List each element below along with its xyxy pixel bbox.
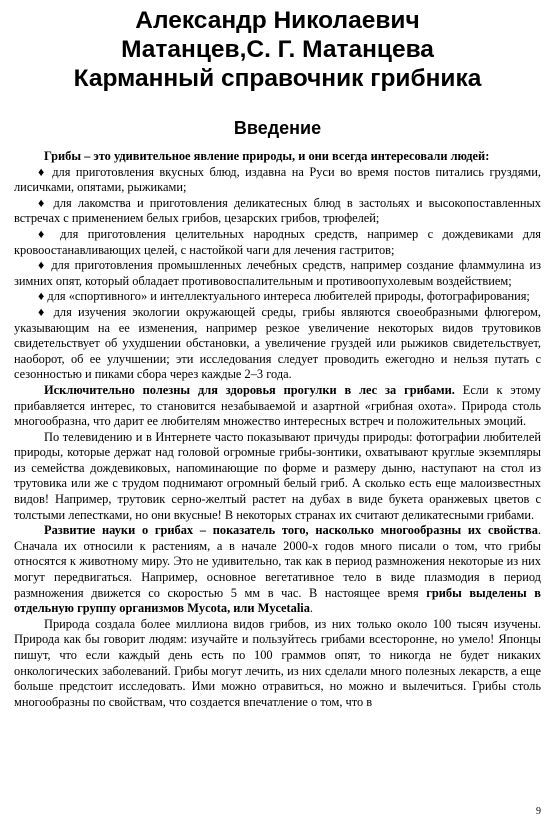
body-text bbox=[14, 149, 541, 710]
author-line-1: Александр Николаевич bbox=[135, 7, 420, 34]
paragraph-science-lead: Развитие науки о грибах – показатель того, насколько многообразны их свойства bbox=[44, 523, 538, 538]
bullet-item-3: ♦ для приготовления целительных народных средств, например с дождевиками для кровоостанавливающих целей, с настойкой чаги для лечения гастритов; bbox=[14, 226, 541, 257]
bullet-item-5: ♦ для «спортивного» и интеллектуального интереса любителей природы, фотографирования; bbox=[38, 289, 530, 304]
paragraph-science-text: . Сначала их относили к растениям, а в начале 2000-х годов много писали о том, что грибы относятся к животному миру. Это не удивительно, так как в период размножения некоторые из них могут передвигаться. Например, основное вегетативное тело в виде плазмодия в период размножения движется со скоростью 5 мм в час. В настоящее время bbox=[14, 523, 541, 600]
paragraph-science bbox=[14, 523, 541, 617]
bullet-item-6: ♦ для изучения экологии окружающей среды, грибы являются своеобразными флюгером, указывающим на ее изменения, например резкое увеличение некоторых видов трутовиков свидетельствует об ухудшении обстановки, а увеличение груздей или рыжиков свидетельствует, наоборот, об ее улучшении; эти исследования следует проводить ежегодно и нельзя путать с сезонностью и пиками сбора через каждые 2–3 года. bbox=[14, 304, 541, 382]
author-line-2: Матанцев,С. Г. Матанцева bbox=[121, 36, 434, 63]
paragraph-species: Природа создала более миллиона видов грибов, из них только около 100 тысяч изучены. Природа как бы говорит людям: изучайте и пользуйтесь грибами всесторонне, но умело! Японцы пишут, что если каждый день есть по 100 граммов опят, то никогда не будет никаких онкологических заболеваний. Грибы могут лечить, из них сделали много полезных лекарств, а еще больше предстоит исследовать. Ими можно отравиться, но можно и вылечиться. Грибы столь многообразны по свойствам, что создается впечатление о том, что в bbox=[14, 616, 541, 709]
intro-paragraph: Грибы – это удивительное явление природы, и они всегда интересовали людей: bbox=[44, 149, 490, 163]
bullet-item-2: ♦ для лакомства и приготовления деликатесных блюд в застольях и высокопоставленных встречах с применением белых грибов, цезарских грибов, трюфелей; bbox=[14, 195, 541, 226]
bullet-item-4: ♦ для приготовления промышленных лечебных средств, например создание фламмулина из зимних опят, который обладает противовоспалительным и противоопухолевым воздействием; bbox=[14, 258, 541, 288]
paragraph-science-end: . bbox=[309, 601, 314, 616]
section-title: Введение bbox=[233, 118, 322, 138]
paragraph-walks-lead: Исключительно полезны для здоровья прогулки в лес за грибами. bbox=[44, 382, 455, 397]
paragraph-science-emphasis: грибы выделены в отдельную группу организмов Mycota, или Mycetalia bbox=[14, 585, 541, 616]
paragraph-tv: По телевидению и в Интернете часто показывают причуды природы: фотографии любителей природы, которые держат над головой огромные грибы-зонтики, охватывают круглые экземпляры из семейства дождевиковых, напоминающие по форме и размеру дыню, наступают на стол из трутовика или же с трудом поднимают огромный белый гриб. А сколько есть еще малоизвестных видов! Например, трутовик серно-желтый растет на дубах в виде букета оранжевых цветов с толстыми лепестками, но они вкусные! В некоторых странах их считают деликатесными грибами. bbox=[14, 429, 541, 522]
book-title: Карманный справочник грибника bbox=[73, 65, 482, 92]
paragraph-walks bbox=[14, 383, 541, 430]
paragraph-walks-text: Если к этому прибавляется интерес, то становится незабываемой и азартной «грибная охота». Природа столь многообразна, что дарит ее любителям множество интересных встреч и положительных эмоций. bbox=[14, 382, 542, 429]
bullet-item-1: ♦ для приготовления вкусных блюд, издавна на Руси во время постов питались груздями, лисичками, опятами, рыжиками; bbox=[14, 164, 541, 195]
page-number: 9 bbox=[536, 806, 541, 817]
